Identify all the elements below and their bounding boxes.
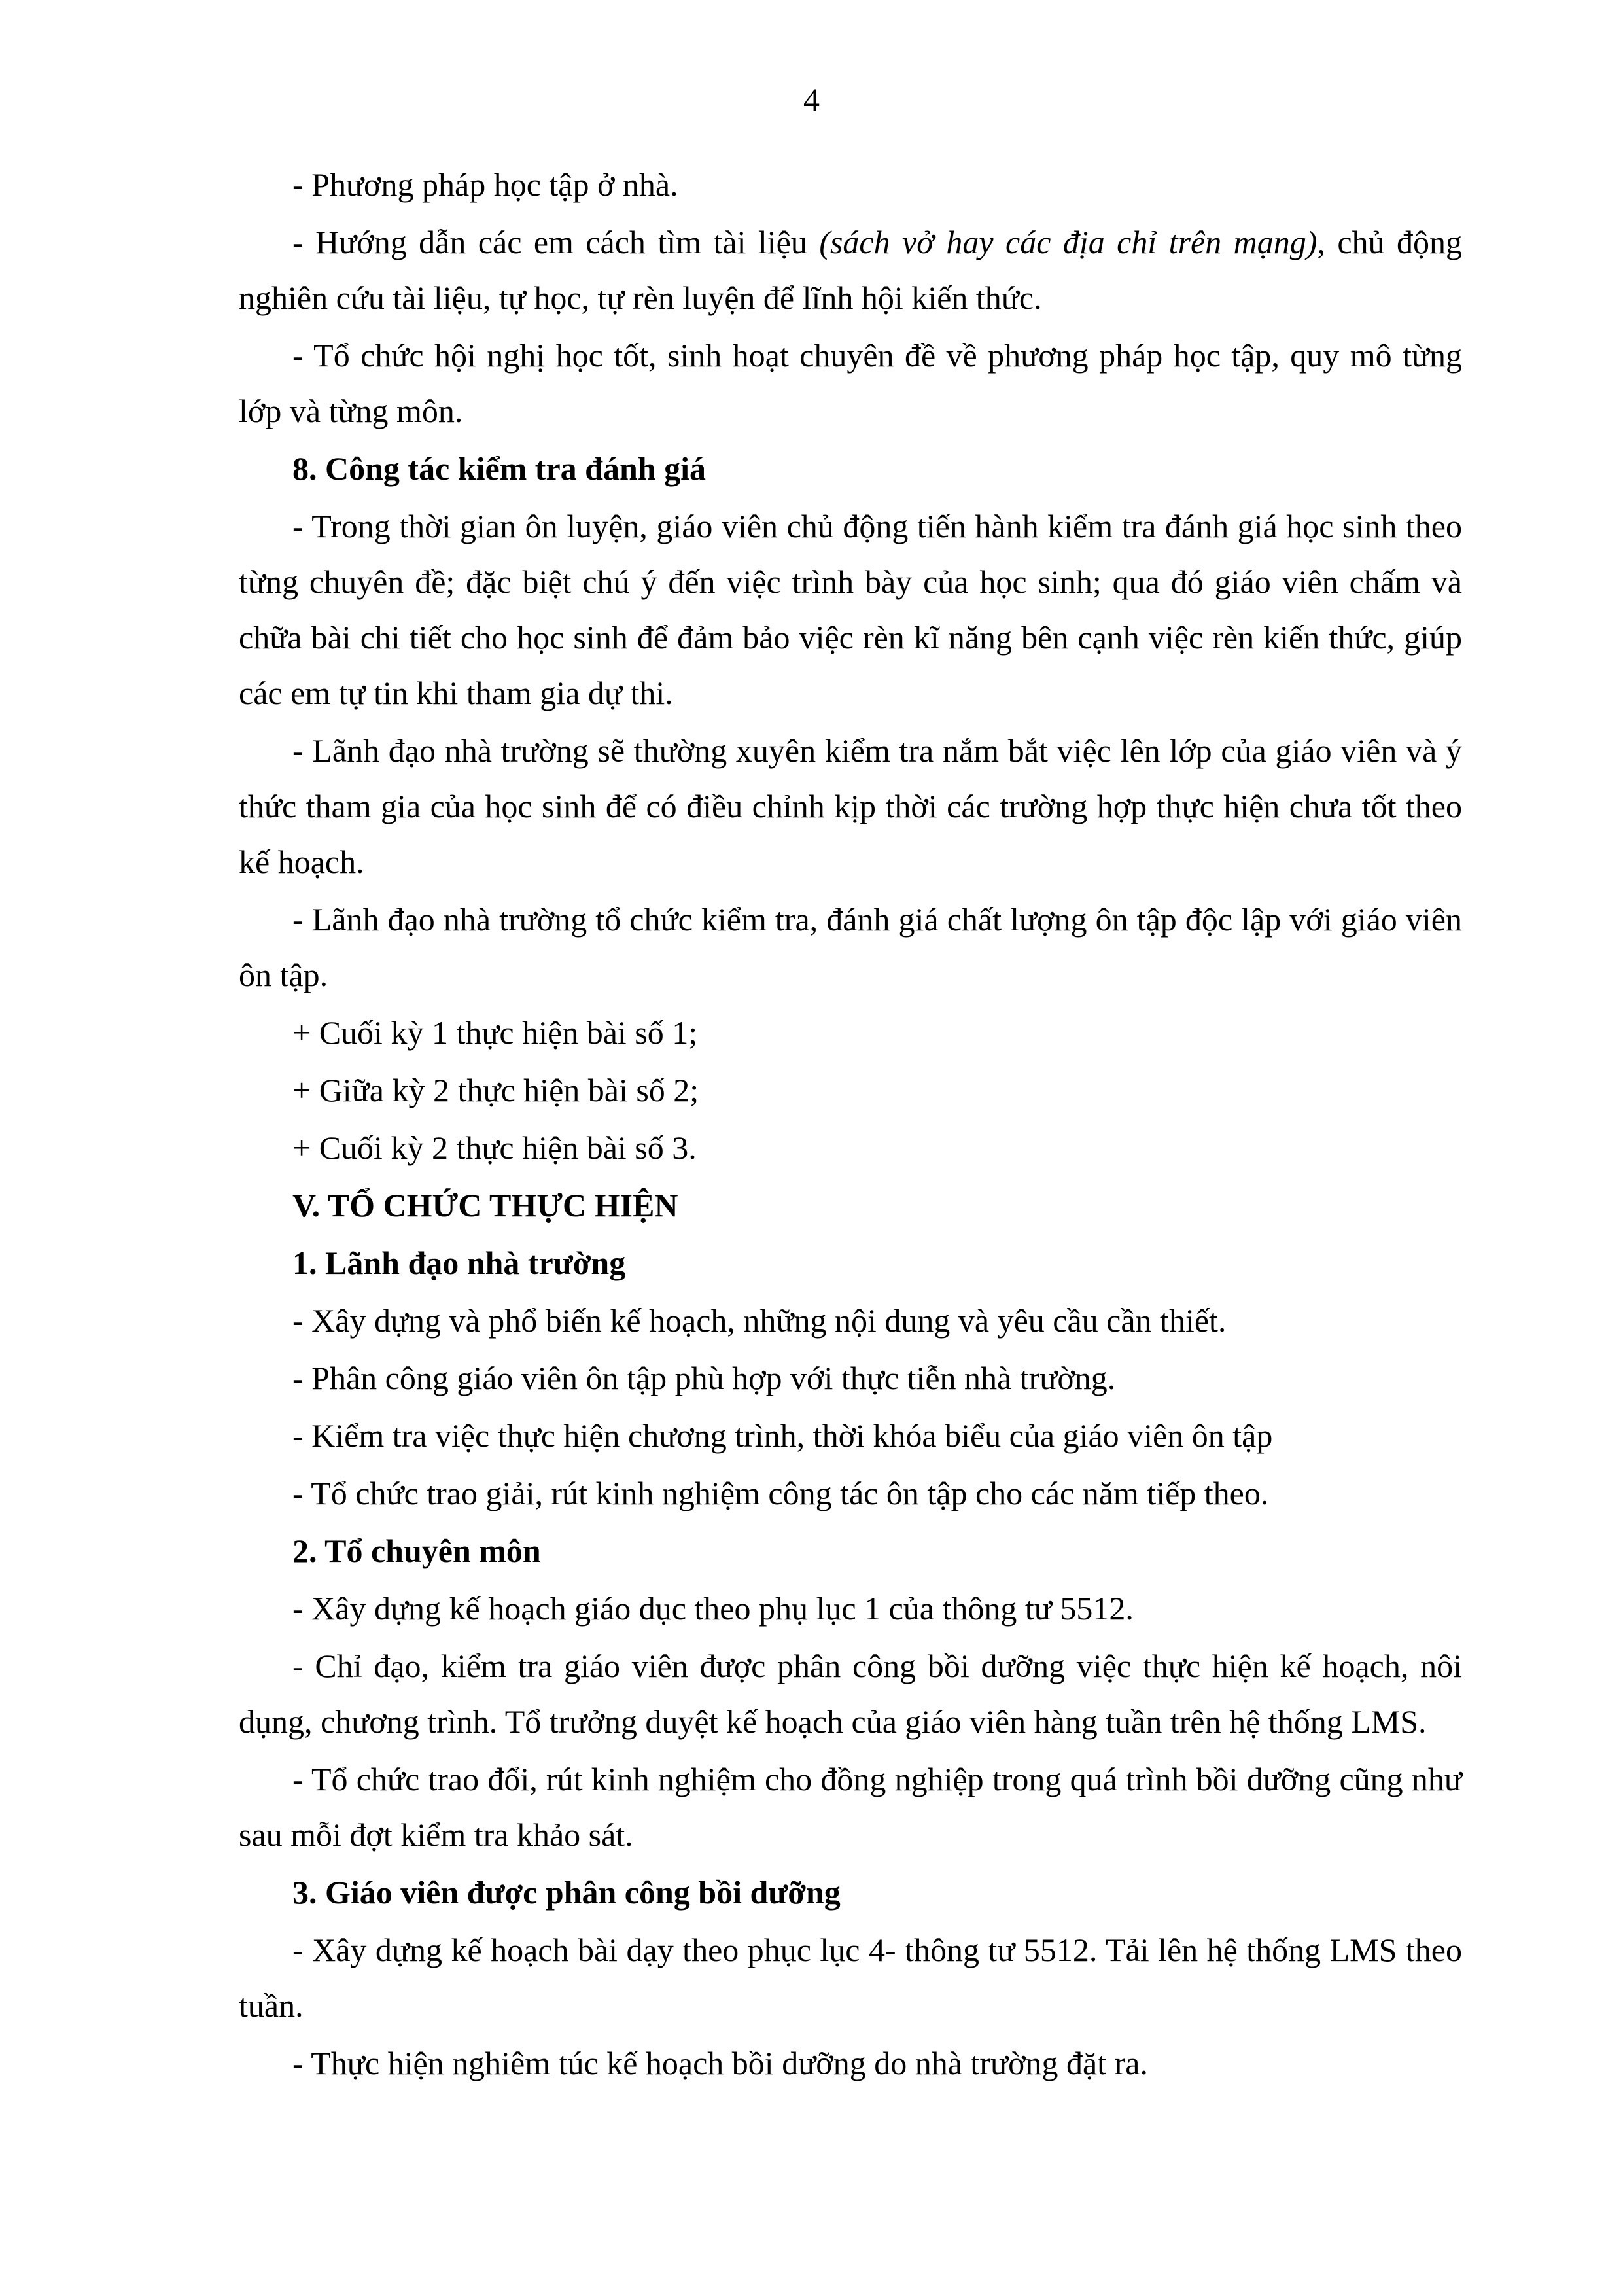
section-heading: 2. Tổ chuyên môn — [292, 1532, 541, 1569]
paragraph: - Xây dựng và phổ biến kế hoạch, những nội dung và yêu cầu cần thiết. — [292, 1302, 1227, 1339]
page-number: 4 — [803, 81, 820, 118]
paragraph: - Kiểm tra việc thực hiện chương trình, thời khóa biểu của giáo viên ôn tập — [292, 1417, 1273, 1454]
section-heading: 1. Lãnh đạo nhà trường — [292, 1245, 626, 1281]
paragraph: - Lãnh đạo nhà trường sẽ thường xuyên kiểm tra nắm bắt việc lên lớp của giáo viên và ý thức tham gia của học sinh để có điều chỉnh kịp thời các trường hợp thực hiện chưa tốt theo kế hoạch. — [239, 732, 1462, 880]
list-item: + Giữa kỳ 2 thực hiện bài số 2; — [292, 1072, 699, 1108]
list-item: + Cuối kỳ 1 thực hiện bài số 1; — [292, 1014, 698, 1051]
paragraph — [239, 215, 1462, 326]
section-heading: 8. Công tác kiểm tra đánh giá — [292, 450, 706, 487]
document-body — [239, 157, 1462, 2093]
section-heading: 3. Giáo viên được phân công bồi dưỡng — [292, 1874, 841, 1911]
paragraph: - Thực hiện nghiêm túc kế hoạch bồi dưỡng do nhà trường đặt ra. — [292, 2045, 1148, 2081]
paragraph-text: - Hướng dẫn các em cách tìm tài liệu — [292, 224, 820, 260]
section-heading: V. TỔ CHỨC THỰC HIỆN — [292, 1187, 678, 1224]
paragraph-text: , chủ động nghiên cứu tài liệu, tự học, tự rèn luyện để lĩnh hội kiến thức. — [239, 224, 1462, 316]
paragraph: - Lãnh đạo nhà trường tổ chức kiểm tra, đánh giá chất lượng ôn tập độc lập với giáo viên ôn tập. — [239, 901, 1462, 993]
paragraph: - Chỉ đạo, kiểm tra giáo viên được phân công bồi dưỡng việc thực hiện kế hoạch, nôi dụng, chương trình. Tổ trưởng duyệt kế hoạch của giáo viên hàng tuần trên hệ thống LMS. — [239, 1648, 1462, 1740]
paragraph: - Xây dựng kế hoạch bài dạy theo phục lục 4- thông tư 5512. Tải lên hệ thống LMS theo tuần. — [239, 1932, 1462, 2024]
paragraph: - Phương pháp học tập ở nhà. — [292, 166, 678, 203]
paragraph: - Phân công giáo viên ôn tập phù hợp với thực tiễn nhà trường. — [292, 1360, 1116, 1396]
paragraph: - Tổ chức trao giải, rút kinh nghiệm công tác ôn tập cho các năm tiếp theo. — [292, 1475, 1269, 1511]
list-item: + Cuối kỳ 2 thực hiện bài số 3. — [292, 1129, 697, 1166]
paragraph: - Trong thời gian ôn luyện, giáo viên chủ động tiến hành kiểm tra đánh giá học sinh theo từng chuyên đề; đặc biệt chú ý đến việc trình bày của học sinh; qua đó giáo viên chấm và chữa bài chi tiết cho học sinh để đảm bảo việc rèn kĩ năng bên cạnh việc rèn kiến thức, giúp các em tự tin khi tham gia dự thi. — [239, 508, 1462, 711]
paragraph: - Tổ chức trao đổi, rút kinh nghiệm cho đồng nghiệp trong quá trình bồi dưỡng cũng như sau mỗi đợt kiểm tra khảo sát. — [239, 1761, 1462, 1853]
paragraph: - Xây dựng kế hoạch giáo dục theo phụ lục 1 của thông tư 5512. — [292, 1590, 1134, 1627]
paragraph: - Tổ chức hội nghị học tốt, sinh hoạt chuyên đề về phương pháp học tập, quy mô từng lớp và từng môn. — [239, 337, 1462, 429]
italic-text: (sách vở hay các địa chỉ trên mạng) — [819, 224, 1318, 260]
